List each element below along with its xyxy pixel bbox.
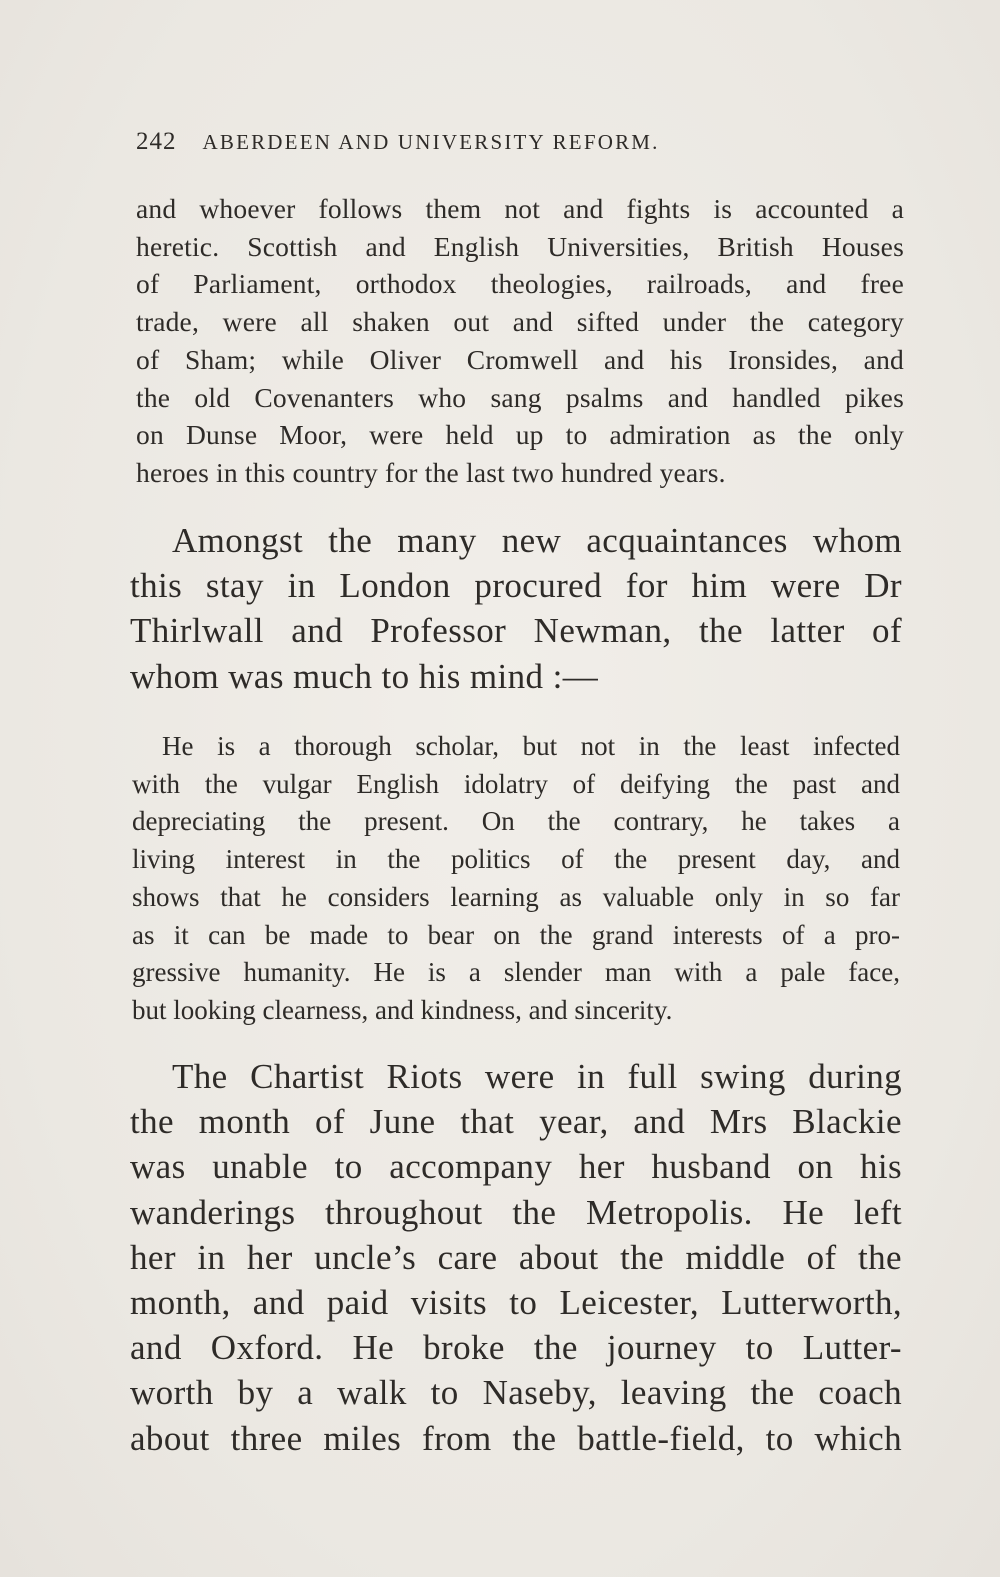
text-line: trade, were all shaken out and sifted under the category bbox=[136, 306, 904, 338]
running-head bbox=[136, 128, 816, 162]
paragraph-chartist-riots bbox=[130, 1054, 902, 1461]
text-line: was unable to accompany her husband on his bbox=[130, 1147, 902, 1187]
text-line: heretic. Scottish and English Universities, British Houses bbox=[136, 230, 904, 262]
text-line: the month of June that year, and Mrs Blackie bbox=[130, 1102, 902, 1142]
text-line: about three miles from the battle-field, to which bbox=[130, 1418, 902, 1458]
text-line: as it can be made to bear on the grand interests of a pro- bbox=[132, 919, 900, 950]
text-line: Amongst the many new acquaintances whom bbox=[172, 521, 902, 560]
text-line: month, and paid visits to Leicester, Lutterworth, bbox=[130, 1283, 902, 1323]
text-line: shows that he considers learning as valuable only in so far bbox=[132, 881, 900, 912]
text-line: of Parliament, orthodox theologies, railroads, and free bbox=[136, 268, 904, 300]
text-line: of Sham; while Oliver Cromwell and his Ironsides, and bbox=[136, 343, 904, 375]
text-line: with the vulgar English idolatry of deifying the past and bbox=[132, 768, 900, 799]
text-line: her in her uncle’s care about the middle of the bbox=[130, 1237, 902, 1277]
paragraph-acquaintances bbox=[130, 518, 902, 699]
text-line: gressive humanity. He is a slender man with a pale face, bbox=[132, 957, 900, 988]
text-line: the old Covenanters who sang psalms and handled pikes bbox=[136, 381, 904, 413]
text-line: living interest in the politics of the present day, and bbox=[132, 844, 900, 875]
paragraph-continuation bbox=[136, 190, 904, 492]
text-line: and whoever follows them not and fights is accounted a bbox=[136, 193, 904, 224]
text-line: He is a thorough scholar, but not in the least infected bbox=[162, 731, 900, 761]
text-line: Thirlwall and Professor Newman, the latter of bbox=[130, 611, 902, 651]
block-quotation bbox=[132, 728, 900, 1030]
text-line: heroes in this country for the last two hundred years. bbox=[136, 456, 726, 488]
text-line: worth by a walk to Naseby, leaving the coach bbox=[130, 1373, 902, 1413]
text-line: and Oxford. He broke the journey to Lutter- bbox=[130, 1328, 902, 1368]
text-line: depreciating the present. On the contrary, he takes a bbox=[132, 806, 900, 837]
text-line: this stay in London procured for him were Dr bbox=[130, 566, 902, 606]
page-number: 242 bbox=[136, 128, 177, 155]
text-line: whom was much to his mind :— bbox=[130, 656, 599, 696]
text-line: wanderings throughout the Metropolis. He left bbox=[130, 1192, 902, 1232]
text-line: The Chartist Riots were in full swing during bbox=[172, 1057, 902, 1096]
text-line: on Dunse Moor, were held up to admiration as the only bbox=[136, 419, 904, 451]
text-line: but looking clearness, and kindness, and sincerity. bbox=[132, 994, 673, 1025]
running-title: ABERDEEN AND UNIVERSITY REFORM. bbox=[202, 130, 660, 154]
